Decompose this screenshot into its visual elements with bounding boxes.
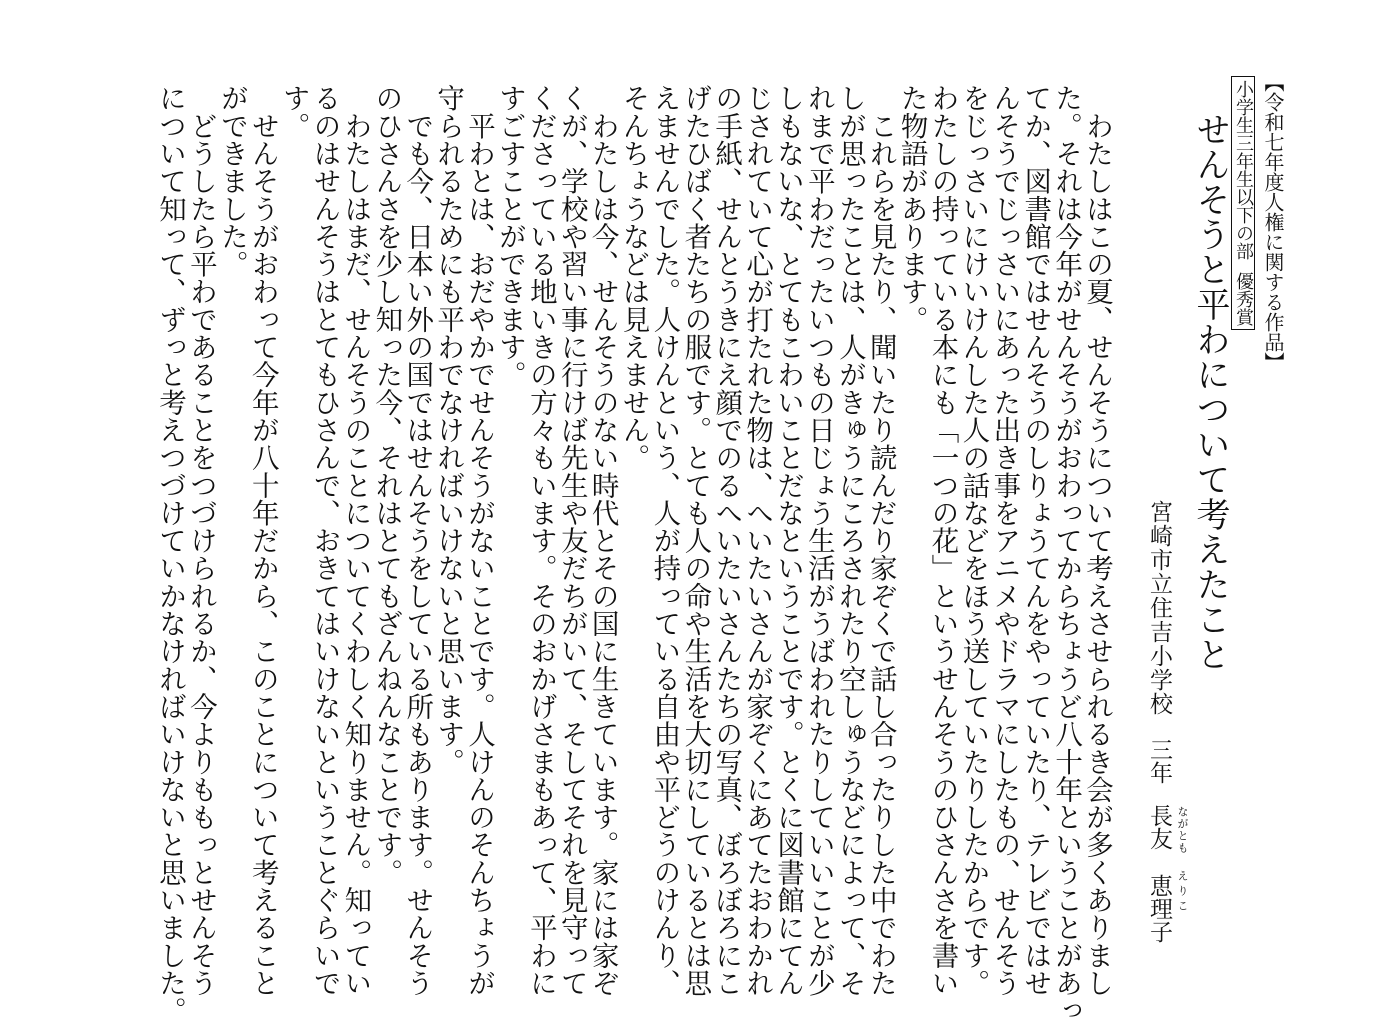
essay-line: そんちょうなどは見えません。 bbox=[617, 84, 650, 472]
author-school: 宮崎市立住吉小学校 bbox=[1146, 500, 1172, 716]
author-name bbox=[1147, 804, 1170, 943]
essay-line: しもないな、とてもこわいことだなということです。とくに図書館にてん bbox=[772, 84, 804, 997]
essay-line: じされていて心が打たれた物は、へいたいさんが家ぞくにあてたおわかれ bbox=[741, 84, 774, 997]
essay-line: んそうでじっさいにあった出き事をアニメやドラマにしたもの、せんそう bbox=[988, 84, 1021, 997]
essay-line: これらを見たり、聞いたり読んだり家ぞくで話し合ったりした中でわた bbox=[864, 84, 897, 997]
essay-line: せんそうがおわって今年が八十年だから、このことについて考えること bbox=[246, 84, 279, 997]
essay-line: す。 bbox=[277, 84, 310, 140]
essay-line: をじっさいにけいけんした人の話などをほう送していたりしたからです。 bbox=[957, 84, 990, 997]
essay-line: すごすことができます。 bbox=[493, 84, 526, 389]
section-label: 小学生三年生以下の部 bbox=[1233, 80, 1254, 260]
author-grade: 三年 bbox=[1146, 738, 1172, 784]
essay-line: くださっている地いきの方々もいます。そのおかげさまもあって、平わに bbox=[524, 84, 557, 997]
essay-line: 平わとは、おだやかでせんそうがないことです。人けんのそんちょうが bbox=[463, 84, 495, 997]
essay-line: た。それは今年がせんそうがおわってからちょうど八十年ということがあっ bbox=[1050, 84, 1083, 1024]
essay-line: しが思ったことは、人がきゅうにころされたり空しゅうなどによって、そ bbox=[833, 84, 866, 997]
essay-line: れまで平わだったいつもの日じょう生活がうばわれたりしていいことが少 bbox=[802, 84, 835, 997]
essay-line: わたしの持っている本にも「一つの花」というせんそうのひさんさを書い bbox=[926, 84, 959, 997]
essay-line: た物語があります。 bbox=[895, 84, 928, 333]
essay-line: でも今、日本い外の国ではせんそうをしている所もあります。せんそう bbox=[401, 84, 434, 997]
essay-line: げたひばく者たちの服です。とても人の命や生活を大切にしているとは思 bbox=[679, 84, 712, 997]
essay-line: 守られるためにも平わでなければいけないと思います。 bbox=[432, 84, 465, 776]
essay-line: くが、学校や習い事に行けば先生や友だちがいて、そしてそれを見守って bbox=[555, 84, 588, 997]
family-name-reading: ながとも bbox=[1176, 806, 1189, 854]
essay-title: せんそうと平わについて考えたこと bbox=[1190, 112, 1230, 672]
award-label: 優秀賞 bbox=[1233, 272, 1254, 326]
essay-line: わたしは今、せんそうのない時代とその国に生きています。家には家ぞ bbox=[586, 84, 619, 997]
section-box bbox=[1231, 76, 1255, 330]
essay-line: わたしはこの夏、せんそうについて考えさせられるき会が多くありまし bbox=[1081, 84, 1113, 997]
essay-line: どうしたら平わであることをつづけられるか、今よりももっとせんそう bbox=[184, 84, 217, 997]
author-given-name: 恵理子 bbox=[1146, 874, 1172, 943]
essay-line: てか、図書館ではせんそうのしりょうてんをやっていたり、テレビではせ bbox=[1019, 84, 1052, 997]
category-label: 【令和七年度人権に関する作品】 bbox=[1261, 72, 1285, 372]
author-family-name: 長友 bbox=[1146, 804, 1172, 850]
essay-line: のひさんさを少し知った今、それはとてもざんねんなことです。 bbox=[370, 84, 403, 886]
essay-line: わたしはまだ、せんそうのことについてくわしく知りません。知ってい bbox=[339, 84, 372, 997]
essay-line: の手紙、せんとうきにえ顔でのるへいたいさんたちの写真、ぼろぼろにこ bbox=[710, 84, 743, 997]
essay-line: えませんでした。人けんという、人が持っている自由や平どうのけんり、 bbox=[648, 84, 681, 997]
given-name-reading: えりこ bbox=[1176, 870, 1189, 915]
essay-line: ができました。 bbox=[215, 84, 248, 278]
essay-line: について知って、ずっと考えつづけていかなければいけないと思いました。 bbox=[154, 84, 186, 1024]
essay-line: るのはせんそうはとてもひさんで、おきてはいけないということぐらいで bbox=[308, 84, 341, 997]
